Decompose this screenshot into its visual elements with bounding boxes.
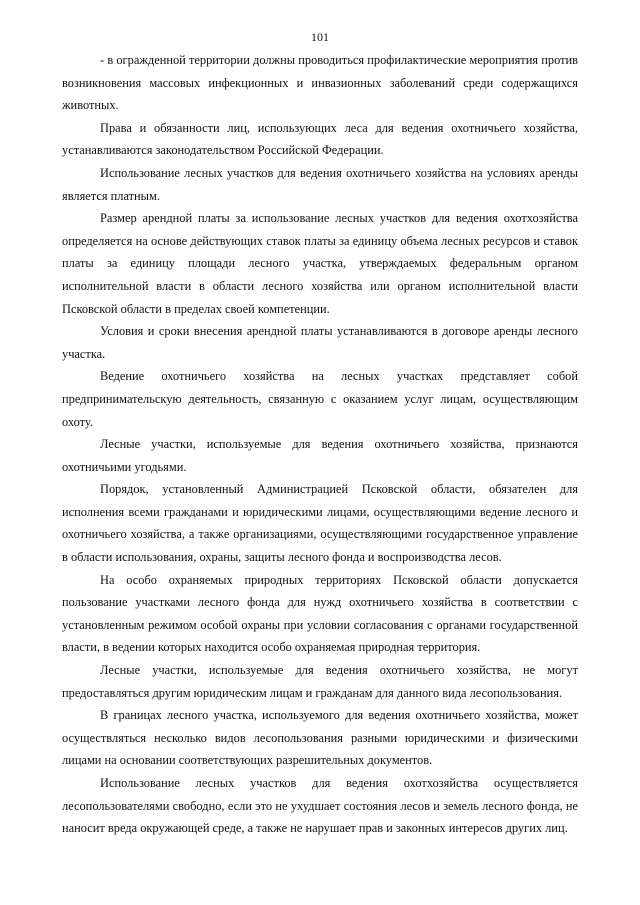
paragraph: Использование лесных участков для ведения охотничьего хозяйства на условиях аренды является платным. xyxy=(62,165,578,203)
paragraph: Порядок, установленный Администрацией Псковской области, обязателен для исполнения всеми гражданами и юридическими лицами, осуществляющими ведение лесного и охотничьего хозяйства, а также организациями, осуществляющими государственное управление в области использования, охраны, защиты лесного фонда и воспроизводства лесов. xyxy=(62,482,578,565)
paragraph: На особо охраняемых природных территориях Псковской области допускается пользование участками лесного фонда для нужд охотничьего хозяйства в соответствии с установленным режимом особой охраны при условии согласования с органами государственной власти, в ведении которых находится особо охраняемая природная территория. xyxy=(62,572,578,655)
paragraph: - в огражденной территории должны проводиться профилактические мероприятия против возникновения массовых инфекционных и инвазионных заболеваний среди содержащихся животных. xyxy=(62,53,578,113)
paragraph: Права и обязанности лиц, использующих леса для ведения охотничьего хозяйства, устанавливаются законодательством Российской Федерации. xyxy=(62,120,578,158)
paragraph: В границах лесного участка, используемого для ведения охотничьего хозяйства, может осуществляться несколько видов лесопользования разными юридическими и физическими лицами на основании соответствующих разрешительных документов. xyxy=(62,708,578,768)
paragraph: Использование лесных участков для ведения охотхозяйства осуществляется лесопользователями свободно, если это не ухудшает состояния лесов и земель лесного фонда, не наносит вреда окружающей среде, а также не нарушает прав и законных интересов других лиц. xyxy=(62,776,578,836)
paragraph: Ведение охотничьего хозяйства на лесных участках представляет собой предпринимательскую деятельность, связанную с оказанием услуг лицам, осуществляющим охоту. xyxy=(62,369,578,429)
paragraph: Лесные участки, используемые для ведения охотничьего хозяйства, не могут предоставляться другим юридическим лицам и гражданам для данного вида лесопользования. xyxy=(62,663,578,700)
paragraph: Размер арендной платы за использование лесных участков для ведения охотхозяйства определяется на основе действующих ставок платы за единицу объема лесных ресурсов и ставок платы за единицу площади лесного участка, утверждаемых федеральным органом исполнительной власти в области лесного хозяйства или органом исполнительной власти Псковской области в пределах своей компетенции. xyxy=(62,211,578,316)
page-number: 101 xyxy=(311,30,329,44)
paragraph: Условия и сроки внесения арендной платы устанавливаются в договоре аренды лесного участка. xyxy=(62,324,578,361)
document-body xyxy=(62,49,578,840)
paragraph: Лесные участки, используемые для ведения охотничьего хозяйства, признаются охотничьими угодьями. xyxy=(62,437,578,474)
